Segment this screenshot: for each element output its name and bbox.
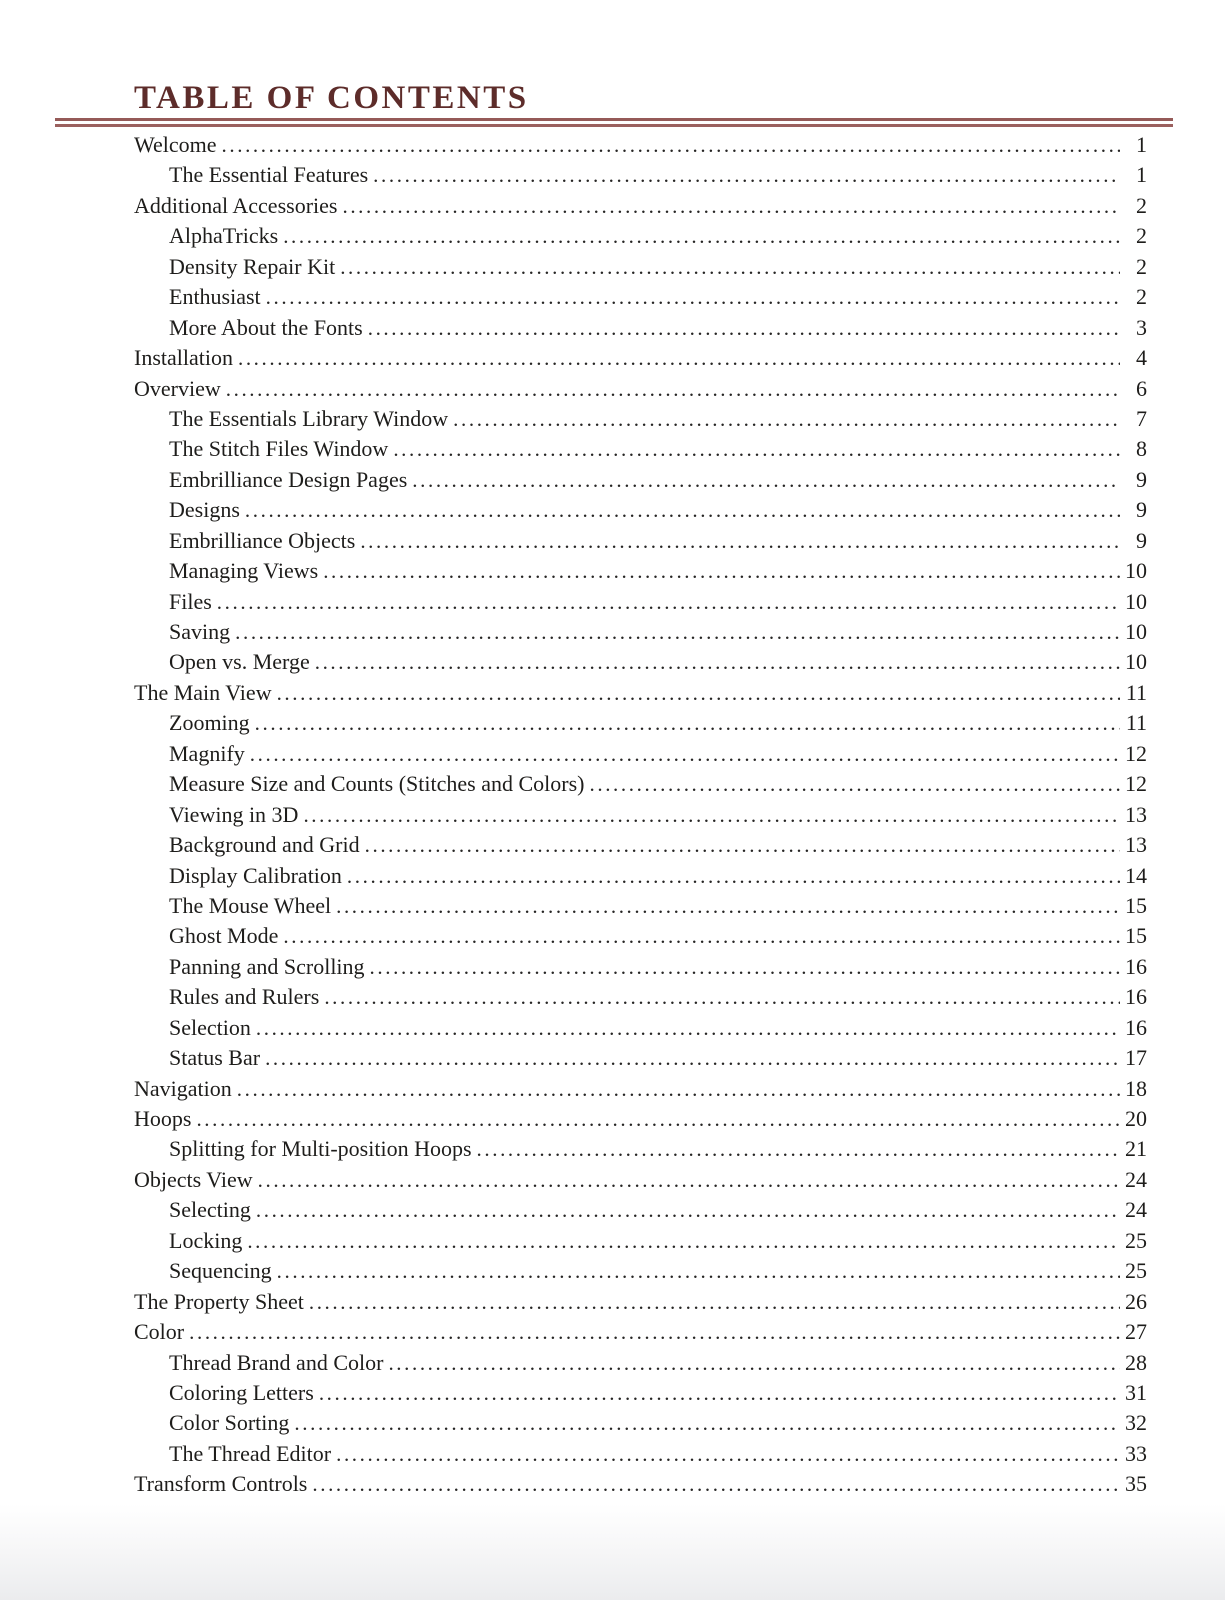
toc-entry-label: Open vs. Merge [169, 649, 310, 675]
dot-leader [477, 1136, 1120, 1162]
dot-leader [247, 1228, 1120, 1254]
toc-entry-label: The Thread Editor [169, 1440, 332, 1466]
toc-entry-page-number: 7 [1136, 405, 1147, 431]
dot-leader [340, 254, 1120, 280]
toc-entry[interactable] [134, 802, 1147, 832]
dot-leader [393, 436, 1120, 462]
dot-leader [255, 710, 1120, 736]
toc-entry-label: Overview [134, 375, 221, 401]
dot-leader [189, 1319, 1120, 1345]
toc-entry[interactable] [134, 1319, 1147, 1349]
toc-entry[interactable] [134, 1136, 1147, 1166]
toc-entry-label: Density Repair Kit [169, 253, 336, 279]
toc-entry[interactable] [134, 771, 1147, 801]
toc-entry-page-number: 18 [1125, 1075, 1147, 1101]
toc-entry[interactable] [134, 406, 1147, 436]
toc-entry-label: Ghost Mode [169, 923, 279, 949]
dot-leader [336, 1441, 1120, 1467]
toc-entry-label: Panning and Scrolling [169, 953, 365, 979]
toc-entry[interactable] [134, 1258, 1147, 1288]
toc-entry-label: Rules and Rulers [169, 984, 320, 1010]
page-title: TABLE OF CONTENTS [134, 80, 529, 116]
dot-leader [283, 223, 1120, 249]
toc-entry-label: Sequencing [169, 1258, 272, 1284]
toc-entry-page-number: 16 [1125, 953, 1147, 979]
toc-entry-page-number: 2 [1136, 192, 1147, 218]
toc-entry[interactable] [134, 436, 1147, 466]
toc-entry[interactable] [134, 954, 1147, 984]
toc-entry-page-number: 13 [1125, 832, 1147, 858]
dot-leader [266, 284, 1120, 310]
toc-entry-page-number: 4 [1136, 345, 1147, 371]
dot-leader [238, 345, 1120, 371]
toc-entry[interactable] [134, 1471, 1147, 1501]
toc-entry[interactable] [134, 254, 1147, 284]
toc-entry[interactable] [134, 1441, 1147, 1471]
toc-entry[interactable] [134, 467, 1147, 497]
dot-leader [312, 1471, 1120, 1497]
dot-leader [258, 1167, 1120, 1193]
toc-entry-label: Managing Views [169, 558, 319, 584]
toc-entry-page-number: 2 [1136, 223, 1147, 249]
toc-entry-page-number: 27 [1125, 1319, 1147, 1345]
dot-leader [319, 1380, 1120, 1406]
dot-leader [256, 1197, 1120, 1223]
dot-leader [196, 1106, 1120, 1132]
toc-entry-label: Zooming [169, 710, 250, 736]
toc-entry-page-number: 21 [1125, 1136, 1147, 1162]
toc-entry[interactable] [134, 710, 1147, 740]
dot-leader [217, 589, 1120, 615]
dot-leader [256, 1015, 1120, 1041]
toc-entry-page-number: 10 [1125, 649, 1147, 675]
dot-leader [360, 528, 1120, 554]
toc-entry[interactable] [134, 1076, 1147, 1106]
toc-entry-page-number: 26 [1125, 1288, 1147, 1314]
title-double-rule [55, 118, 1173, 127]
toc-entry-page-number: 2 [1136, 253, 1147, 279]
toc-entry-label: Background and Grid [169, 832, 360, 858]
toc-entry[interactable] [134, 649, 1147, 679]
toc-entry-page-number: 12 [1125, 740, 1147, 766]
toc-entry-page-number: 9 [1136, 497, 1147, 523]
toc-entry-page-number: 14 [1125, 862, 1147, 888]
toc-entry-label: Files [169, 588, 212, 614]
dot-leader [250, 741, 1120, 767]
dot-leader [265, 1045, 1120, 1071]
toc-entry-page-number: 6 [1136, 375, 1147, 401]
toc-entry-page-number: 10 [1125, 558, 1147, 584]
dot-leader [324, 984, 1120, 1010]
dot-leader [309, 1289, 1120, 1315]
toc-entry[interactable] [134, 558, 1147, 588]
dot-leader [453, 406, 1120, 432]
dot-leader [235, 619, 1120, 645]
dot-leader [388, 1350, 1120, 1376]
toc-entry-page-number: 20 [1125, 1106, 1147, 1131]
toc-entry[interactable] [134, 1380, 1147, 1410]
toc-entry-page-number: 16 [1125, 1014, 1147, 1040]
toc-entry[interactable] [134, 1167, 1147, 1197]
toc-entry-page-number: 31 [1125, 1379, 1147, 1405]
toc-entry[interactable] [134, 497, 1147, 527]
toc-entry[interactable] [134, 1228, 1147, 1258]
toc-entry-label: Objects View [134, 1166, 253, 1192]
dot-leader [222, 132, 1120, 158]
toc-entry-page-number: 12 [1125, 771, 1147, 797]
toc-entry[interactable] [134, 863, 1147, 893]
toc-entry-page-number: 10 [1125, 588, 1147, 614]
toc-entry[interactable] [134, 345, 1147, 375]
toc-entry-label: The Property Sheet [134, 1288, 304, 1314]
dot-leader [277, 1258, 1120, 1284]
toc-entry-label: The Stitch Files Window [169, 436, 389, 462]
toc-entry[interactable] [134, 893, 1147, 923]
toc-entry[interactable] [134, 1045, 1147, 1075]
toc-entry-page-number: 32 [1125, 1410, 1147, 1436]
toc-entry-page-number: 28 [1125, 1349, 1147, 1375]
toc-entry[interactable] [134, 1350, 1147, 1380]
toc-entry[interactable] [134, 619, 1147, 649]
toc-entry-label: Welcome [134, 132, 217, 157]
dot-leader [323, 558, 1120, 584]
dot-leader [277, 680, 1120, 706]
toc-entry-label: Locking [169, 1227, 243, 1253]
toc-entry-label: AlphaTricks [169, 223, 279, 249]
toc-entry-label: Status Bar [169, 1045, 261, 1071]
toc-entry[interactable] [134, 223, 1147, 253]
toc-entry-label: Coloring Letters [169, 1379, 314, 1405]
toc-entry[interactable] [134, 984, 1147, 1014]
dot-leader [294, 1410, 1120, 1436]
dot-leader [342, 193, 1120, 219]
toc-entry-page-number: 8 [1136, 436, 1147, 462]
toc-entry-label: Color Sorting [169, 1410, 290, 1436]
toc-entry-page-number: 11 [1125, 679, 1147, 705]
toc-entry-label: Viewing in 3D [169, 801, 299, 827]
toc-entry-label: Selecting [169, 1197, 251, 1223]
dot-leader [336, 893, 1120, 919]
dot-leader [373, 162, 1120, 188]
toc-entry-label: Additional Accessories [134, 192, 338, 218]
toc-entry[interactable] [134, 741, 1147, 771]
toc-entry[interactable] [134, 315, 1147, 345]
dot-leader [365, 832, 1120, 858]
toc-entry-label: Measure Size and Counts (Stitches and Colors) [169, 771, 585, 797]
toc-entry[interactable] [134, 680, 1147, 710]
toc-entry-page-number: 17 [1125, 1045, 1147, 1071]
toc-entry-label: Splitting for Multi-position Hoops [169, 1136, 472, 1162]
toc-entry[interactable] [134, 284, 1147, 314]
dot-leader [303, 802, 1120, 828]
toc-entry-label: Enthusiast [169, 284, 261, 310]
toc-entry-page-number: 25 [1125, 1227, 1147, 1253]
toc-entry-label: Thread Brand and Color [169, 1349, 384, 1375]
toc-entry-page-number: 35 [1125, 1471, 1147, 1497]
toc-entry-label: Magnify [169, 740, 245, 766]
dot-leader [315, 649, 1120, 675]
toc-entry[interactable] [134, 376, 1147, 406]
toc-entry-label: Embrilliance Objects [169, 527, 356, 553]
dot-leader [368, 315, 1120, 341]
toc-entry-page-number: 9 [1136, 466, 1147, 492]
toc-entry-label: The Mouse Wheel [169, 892, 332, 918]
toc-entry-page-number: 16 [1125, 984, 1147, 1010]
toc-entry-label: Transform Controls [134, 1471, 308, 1497]
toc-entry-page-number: 24 [1125, 1166, 1147, 1192]
dot-leader [245, 497, 1120, 523]
toc-entry-label: Color [134, 1319, 185, 1345]
toc-entry-page-number: 33 [1125, 1440, 1147, 1466]
toc-entry-label: Hoops [134, 1106, 192, 1131]
toc-entry[interactable] [134, 923, 1147, 953]
dot-leader [226, 376, 1120, 402]
toc-entry-page-number: 15 [1125, 892, 1147, 918]
dot-leader [590, 771, 1121, 797]
toc-entry[interactable] [134, 193, 1147, 223]
toc-entry-page-number: 1 [1136, 132, 1147, 157]
toc-entry[interactable] [134, 1015, 1147, 1045]
toc-entry-page-number: 11 [1125, 710, 1147, 736]
toc-entry[interactable] [134, 589, 1147, 619]
toc-entry-label: Designs [169, 497, 240, 523]
toc-entry-page-number: 9 [1136, 527, 1147, 553]
toc-entry[interactable] [134, 1106, 1147, 1136]
toc-entry[interactable] [134, 1197, 1147, 1227]
toc-entry-label: The Essential Features [169, 162, 369, 188]
toc-entry-page-number: 3 [1136, 314, 1147, 340]
toc-entry[interactable] [134, 1410, 1147, 1440]
toc-entry[interactable] [134, 832, 1147, 862]
toc-entry[interactable] [134, 1289, 1147, 1319]
toc-entry-page-number: 25 [1125, 1258, 1147, 1284]
toc-entry-page-number: 10 [1125, 619, 1147, 644]
toc-entry-label: The Essentials Library Window [169, 405, 449, 431]
table-of-contents-list [134, 132, 1147, 1502]
dot-leader [370, 954, 1120, 980]
toc-entry[interactable] [134, 528, 1147, 558]
toc-entry-page-number: 15 [1125, 923, 1147, 949]
toc-entry-label: Navigation [134, 1075, 232, 1101]
toc-entry-page-number: 1 [1136, 162, 1147, 188]
toc-entry-page-number: 24 [1125, 1197, 1147, 1223]
toc-entry-page-number: 2 [1136, 284, 1147, 310]
toc-entry-label: Display Calibration [169, 862, 342, 888]
toc-entry-label: Selection [169, 1014, 251, 1040]
toc-entry-page-number: 13 [1125, 801, 1147, 827]
toc-entry[interactable] [134, 132, 1147, 162]
dot-leader [412, 467, 1120, 493]
toc-entry-label: Installation [134, 345, 233, 371]
toc-entry-label: Saving [169, 619, 231, 644]
toc-entry[interactable] [134, 162, 1147, 192]
toc-entry-label: More About the Fonts [169, 314, 363, 340]
dot-leader [283, 923, 1120, 949]
dot-leader [237, 1076, 1120, 1102]
toc-entry-label: The Main View [134, 679, 272, 705]
toc-entry-label: Embrilliance Design Pages [169, 466, 408, 492]
dot-leader [347, 863, 1120, 889]
